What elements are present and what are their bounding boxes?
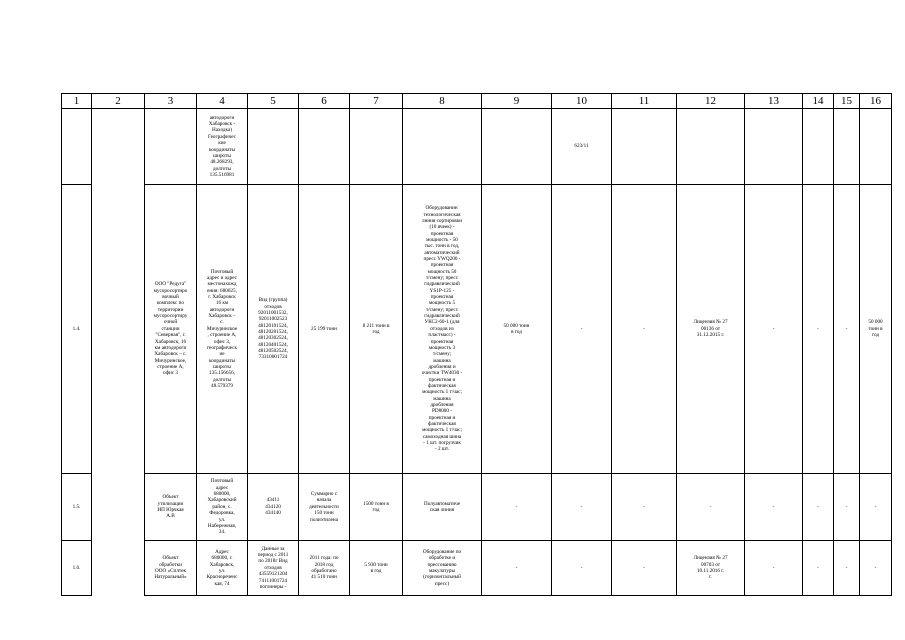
address-cell: Почтовый адрес и адрес местонахожд ения: 680025, г. Хабаровск 16 км автодороги Хабаровск – с. Мичуринское , строение А, офис 3, географическ ие координаты широты 135.156656, долготы 48.579379	[197, 185, 248, 474]
row-number-cell: 1.6.	[62, 541, 92, 596]
table-cell	[92, 474, 145, 541]
header-cell: 10	[552, 94, 612, 109]
header-cell: 3	[145, 94, 197, 109]
table-row-1-4	[62, 185, 892, 474]
header-cell: 8	[403, 94, 482, 109]
header-cell: 9	[482, 94, 552, 109]
location-cell: автодороги Хабаровск - Находка) Географичес кие координаты широты 48.268293, долготы 135.516981	[197, 109, 248, 185]
table-cell	[834, 109, 860, 185]
table-cell: -	[612, 474, 677, 541]
facility-name-cell: ООО "Редуга" мусоросортиро вочный комплекс по территории мусоросортиру очной станции "Северная", г. Хабаровск, 16 км автодороги Хабаровск – с. Мичуринское, строение А, офис 3	[145, 185, 197, 474]
table-cell: -	[803, 541, 834, 596]
license-number-cell: 623/11	[552, 109, 612, 185]
table-cell: -	[803, 474, 834, 541]
equipment-cell: Полуавтоматиче ская линия	[403, 474, 482, 541]
table-cell: -	[482, 474, 552, 541]
volume-cell: Суммарно с начала деятельности 150 тонн полиэтилена	[299, 474, 350, 541]
table-cell: -	[552, 185, 612, 474]
table-cell	[92, 109, 145, 185]
header-cell: 14	[803, 94, 834, 109]
table-cell: -	[482, 541, 552, 596]
license-cell: Лицензия № 27 00703 от 10.11.2016 г. г.	[677, 541, 745, 596]
table-cell: -	[745, 474, 803, 541]
header-cell: 12	[677, 94, 745, 109]
table-cell: -	[677, 474, 745, 541]
table-cell	[62, 109, 92, 185]
table-cell: -	[860, 474, 892, 541]
facility-name-cell: Объект утилизации ИП Юрчкая А.В	[145, 474, 197, 541]
volume-cell: 2011 года: по 2018 год обработано 41 510 тонн	[299, 541, 350, 596]
table-cell	[612, 109, 677, 185]
header-cell: 5	[248, 94, 299, 109]
table-cell	[145, 109, 197, 185]
header-cell: 6	[299, 94, 350, 109]
waste-codes-cell: Данные за период с 2011 по 2018г Вид отходов 43559121204 74111001724 поглинеры -	[248, 541, 299, 596]
header-cell: 15	[834, 94, 860, 109]
header-cell: 7	[350, 94, 403, 109]
waste-codes-cell: Вид (группа) отходов 92011001532, 92011002523 48120101524, 48120201524, 48120302524, 48120401524, 48120502524, 73310001724	[248, 185, 299, 474]
table-cell	[860, 109, 892, 185]
table-row-1-5	[62, 474, 892, 541]
table-cell	[92, 185, 145, 474]
annual-capacity-cell: 5 930 тонн в год	[350, 541, 403, 596]
volume-cell: 25 199 тонн	[299, 185, 350, 474]
header-cell: 16	[860, 94, 892, 109]
waste-codes-cell: 43411 434120 434140	[248, 474, 299, 541]
address-cell: Почтовый адрес 680000, Хабаровский район, с. Федоровка, ул. Набережная, 34.	[197, 474, 248, 541]
header-cell: 2	[92, 94, 145, 109]
annual-capacity-cell: 1500 тонн в год	[350, 474, 403, 541]
table-cell: -	[612, 541, 677, 596]
row-number-cell: 1.4.	[62, 185, 92, 474]
header-cell: 11	[612, 94, 677, 109]
address-cell: Адрес 680000, г. Хабаровск, ул. Краснореченс кая, 74	[197, 541, 248, 596]
design-capacity-cell: 50 000 тонн в год	[482, 185, 552, 474]
table-cell	[677, 109, 745, 185]
facility-name-cell: Объект обработки ООО «Сплтек Натуральный»	[145, 541, 197, 596]
waste-facilities-table	[61, 93, 892, 596]
table-cell	[248, 109, 299, 185]
table-cell: -	[860, 541, 892, 596]
equipment-cell: Оборудование по обработке и прессованию макулатуры (горизонтальный пресс)	[403, 541, 482, 596]
table-row-1-6	[62, 541, 892, 596]
table-cell	[803, 109, 834, 185]
equipment-cell: Оборудование: технологическая линия сортировки (10 ячеек) - проектная мощность - 50 тыс. тонн в год, автоматический пресс YWQ200 - проектная мощность 50 т/смену; пресс гидравлический YS1P-125 - проектная мощность 5 т/смену; пресс гидравлический УКС2-60-1 (для отходов из пластмасс) - проектная мощность 3 т/смену; машина дробления и очистки TW4030 - проектная и фактическая мощность 1 т/час; машина дробления PD8000 - проектная и фактическая мощность 1 т/час; самоходная шина - 1 шт. погрузчик - 2 шт.	[403, 185, 482, 474]
table-cell: -	[803, 185, 834, 474]
table-cell	[745, 109, 803, 185]
capacity-cell: 50 000 тонн в год	[860, 185, 892, 474]
table-cell: -	[834, 185, 860, 474]
table-cell	[403, 109, 482, 185]
table-cell: -	[834, 541, 860, 596]
row-number-cell: 1.5.	[62, 474, 92, 541]
table-cell: -	[745, 185, 803, 474]
column-number-row	[62, 94, 892, 109]
table-cell: -	[745, 541, 803, 596]
header-cell: 4	[197, 94, 248, 109]
annual-capacity-cell: 8 211 тонн в год	[350, 185, 403, 474]
table-cell: -	[612, 185, 677, 474]
table-cell: -	[552, 474, 612, 541]
license-cell: Лицензия № 27 00136 от 31.12.2015 г.	[677, 185, 745, 474]
table-cell	[350, 109, 403, 185]
table-cell	[299, 109, 350, 185]
header-cell: 1	[62, 94, 92, 109]
header-cell: 13	[745, 94, 803, 109]
table-cell	[92, 541, 145, 596]
table-cell: -	[552, 541, 612, 596]
table-cell	[482, 109, 552, 185]
table-row-continuation	[62, 109, 892, 185]
table-cell: -	[834, 474, 860, 541]
